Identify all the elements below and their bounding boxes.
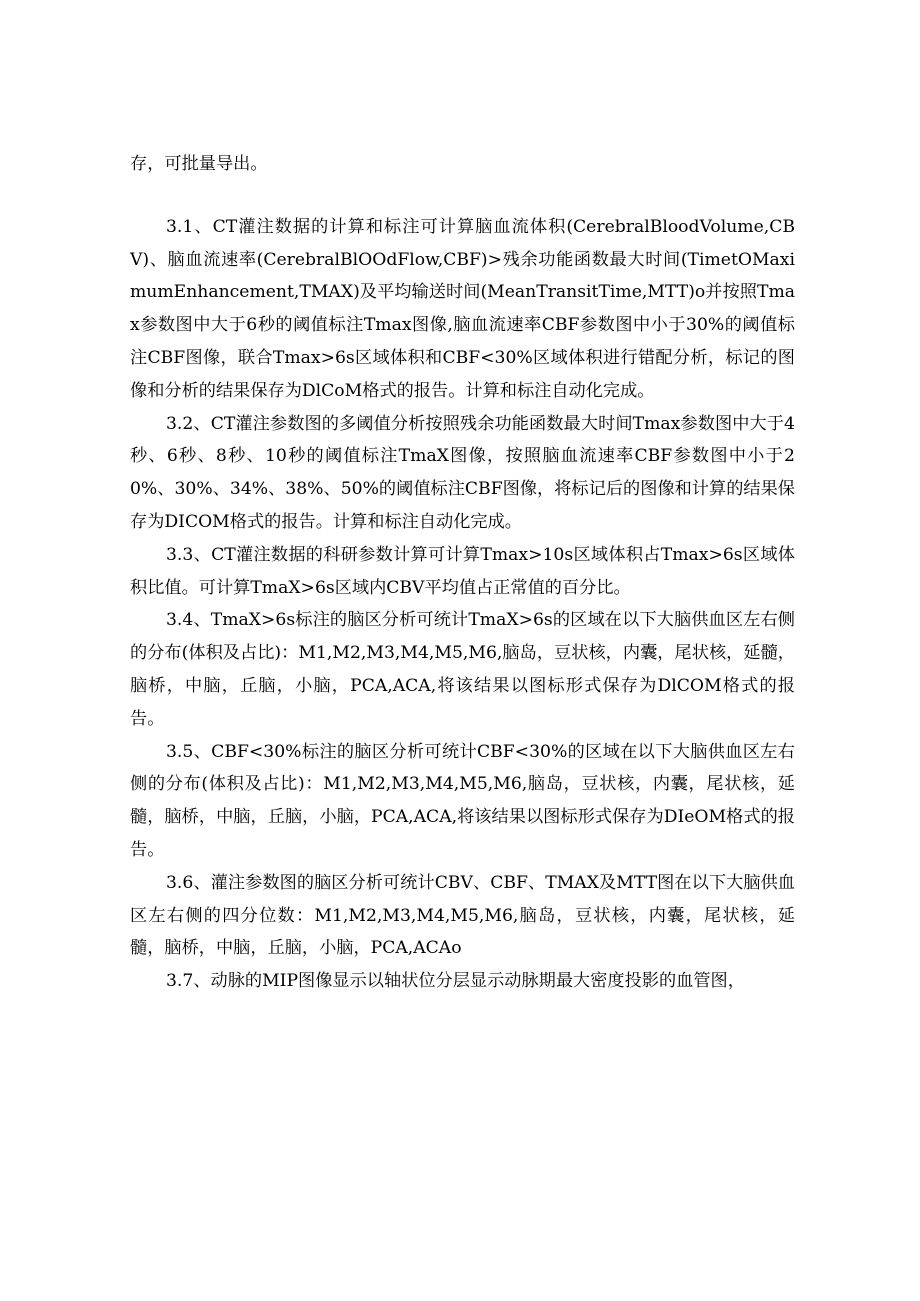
paragraph-3-1: 3.1、CT灌注数据的计算和标注可计算脑血流体积(CerebralBloodVolume,CBV)、脑血流速率(CerebralBlOOdFlow,CBF)>残余功能函数最大时间(TimetOMaximumEnhancement,TMAX)及平均输送时间(MeanTransitTime,MTT)o并按照Tmax参数图中大于6秒的阈值标注Tmax图像,脑血流速率CBF参数图中小于30%的阈值标注CBF图像，联合Tmax>6s区域体积和CBF<30%区域体积进行错配分析，标记的图像和分析的结果保存为DlCoM格式的报告。计算和标注自动化完成。 [130, 216, 795, 401]
paragraph-3-7: 3.7、动脉的MIP图像显示以轴状位分层显示动脉期最大密度投影的血管图， [166, 971, 745, 992]
paragraph-3-6: 3.6、灌注参数图的脑区分析可统计CBV、CBF、TMAX及MTT图在以下大脑供血区左右侧的四分位数：M1,M2,M3,M4,M5,M6,脑岛，豆状核，内囊，尾状核，延髓，脑桥，中脑，丘脑，小脑，PCA,ACAo [130, 872, 795, 959]
paragraph-continuation: 存，可批量导出。 [130, 154, 268, 174]
paragraph-3-3: 3.3、CT灌注数据的科研参数计算可计算Tmax>10s区域体积占Tmax>6s区域体积比值。可计算TmaX>6s区域内CBV平均值占正常值的百分比。 [130, 544, 795, 598]
paragraph-3-5: 3.5、CBF<30%标注的脑区分析可统计CBF<30%的区域在以下大脑供血区左右侧的分布(体积及占比)：M1,M2,M3,M4,M5,M6,脑岛，豆状核，内囊，尾状核，延髓，脑桥，中脑，丘脑，小脑，PCA,ACA,将该结果以图标形式保存为DIeOM格式的报告。 [130, 741, 795, 860]
paragraph-3-2: 3.2、CT灌注参数图的多阈值分析按照残余功能函数最大时间Tmax参数图中大于4秒、6秒、8秒、10秒的阈值标注TmaX图像，按照脑血流速率CBF参数图中小于20%、30%、34%、38%、50%的阈值标注CBF图像，将标记后的图像和计算的结果保存为DICOM格式的报告。计算和标注自动化完成。 [130, 413, 795, 532]
document-body [130, 148, 795, 998]
paragraph-3-4: 3.4、TmaX>6s标注的脑区分析可统计TmaX>6s的区域在以下大脑供血区左右侧的分布(体积及占比)：M1,M2,M3,M4,M5,M6,脑岛，豆状核，内囊，尾状核，延髓，脑桥，中脑，丘脑，小脑，PCA,ACA,将该结果以图标形式保存为DlCOM格式的报告。 [130, 610, 795, 729]
